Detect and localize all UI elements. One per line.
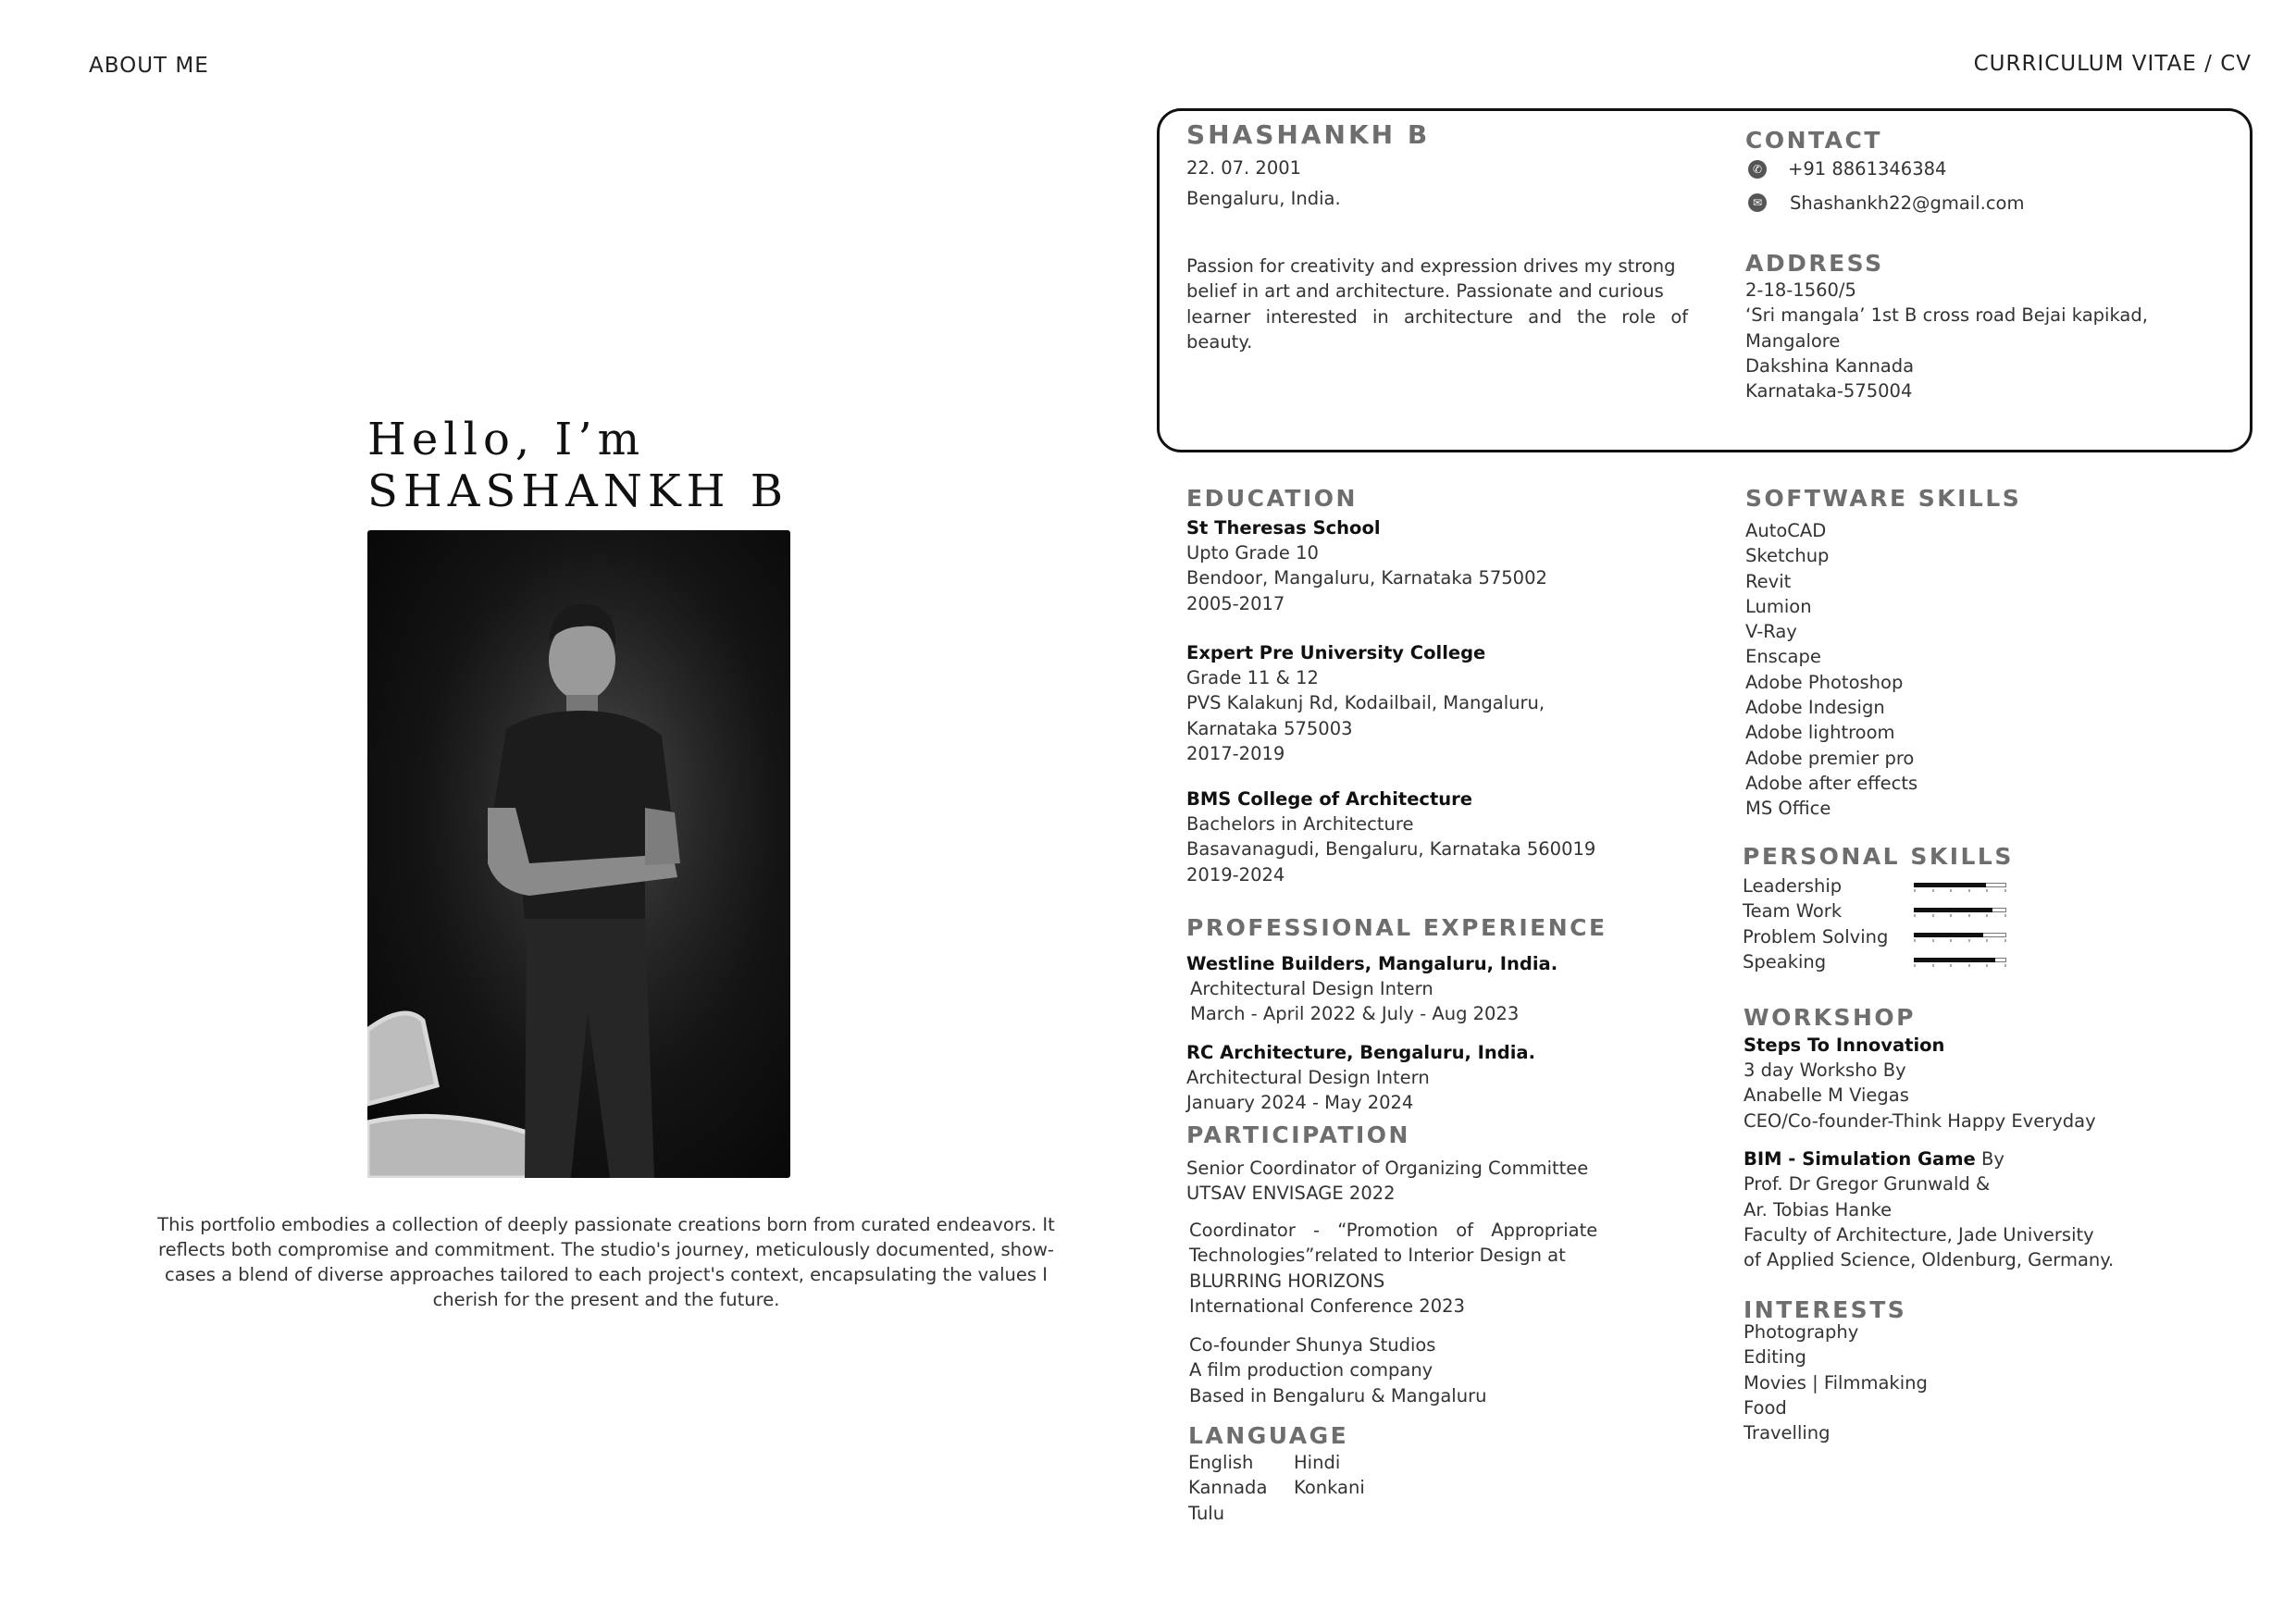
workshop-detail: of Applied Science, Oldenburg, Germany.: [1744, 1249, 2115, 1271]
address-line: 2-18-1560/5: [1745, 279, 1856, 301]
personal-skills-title: PERSONAL SKILLS: [1743, 843, 2014, 870]
summary-line: beauty.: [1186, 330, 1253, 353]
summary-line: learner interested in architecture and the role of: [1186, 305, 1689, 328]
software-item: V-Ray: [1745, 621, 1797, 643]
participation-line: Based in Bengaluru & Mangaluru: [1189, 1384, 1487, 1406]
language-item: English: [1188, 1452, 1254, 1473]
portrait-illustration: [367, 530, 790, 1178]
participation-line: A film production company: [1189, 1359, 1433, 1381]
language-item: Hindi: [1294, 1452, 1341, 1473]
city: Bengaluru, India.: [1186, 188, 1341, 209]
language-item: Tulu: [1188, 1502, 1225, 1524]
participation-line: Coordinator - “Promotion of Appropriate: [1189, 1220, 1598, 1241]
software-item: Adobe Photoshop: [1745, 671, 1904, 693]
greeting: [367, 414, 788, 517]
education-entry: [1186, 787, 1595, 887]
workshop-detail: Anabelle M Viegas: [1744, 1084, 1909, 1107]
school-detail: 2017-2019: [1186, 742, 1285, 764]
experience-detail: March - April 2022 & July - Aug 2023: [1190, 1003, 1520, 1025]
school-detail: PVS Kalakunj Rd, Kodailbail, Mangaluru,: [1186, 692, 1545, 714]
school-detail: Karnataka 575003: [1186, 717, 1353, 739]
participation-block: [1189, 1218, 1622, 1319]
experience-detail: January 2024 - May 2024: [1186, 1092, 1414, 1114]
language-column-1: [1188, 1450, 1267, 1526]
address-block: [1745, 278, 2148, 403]
date-of-birth: 22. 07. 2001: [1186, 157, 1302, 179]
workshop-detail: CEO/Co-founder-Think Happy Everyday: [1744, 1109, 2096, 1132]
software-item: Adobe after effects: [1745, 772, 1918, 794]
address-line: Mangalore: [1745, 329, 1841, 352]
interest-item: Photography: [1744, 1321, 1859, 1343]
school-name: St Theresas School: [1186, 517, 1381, 539]
greeting-line-2: SHASHANKH B: [367, 465, 789, 517]
workshop-title: WORKSHOP: [1744, 1004, 1916, 1031]
school-detail: 2019-2024: [1186, 863, 1285, 886]
school-detail: Upto Grade 10: [1186, 542, 1319, 564]
skill-label: Speaking: [1743, 950, 1827, 973]
software-item: Adobe premier pro: [1745, 747, 1915, 769]
address-line: ‘Sri mangala’ 1st B cross road Bejai kapikad,: [1745, 304, 2148, 327]
personal-skills-labels: [1743, 873, 1888, 974]
skill-bar-fill: [1914, 958, 1995, 962]
skill-bar-team-work: [1914, 905, 2006, 918]
experience-entry: [1186, 1040, 1535, 1116]
participation-line: UTSAV ENVISAGE 2022: [1186, 1183, 1396, 1205]
bio-paragraph: [120, 1212, 1092, 1312]
language-item: Kannada: [1188, 1477, 1268, 1499]
school-name: BMS College of Architecture: [1186, 788, 1473, 810]
bio-line: cherish for the present and the future.: [432, 1289, 780, 1310]
interest-item: Food: [1744, 1396, 1787, 1419]
bio-line: This portfolio embodies a collection of deeply passionate creations born from curated endeavors. It: [157, 1214, 1055, 1235]
skill-label: Team Work: [1743, 900, 1843, 923]
company-name: RC Architecture, Bengaluru, India.: [1186, 1042, 1535, 1063]
software-title: SOFTWARE SKILLS: [1745, 485, 2022, 512]
language-item: Konkani: [1294, 1477, 1365, 1499]
interests-list: [1744, 1319, 1928, 1445]
software-item: Enscape: [1745, 646, 1821, 668]
school-name: Expert Pre University College: [1186, 642, 1486, 663]
skill-bar-fill: [1914, 933, 1983, 937]
school-detail: Basavanagudi, Bengaluru, Karnataka 560019: [1186, 838, 1596, 861]
experience-detail: Architectural Design Intern: [1190, 978, 1433, 999]
school-detail: Bendoor, Mangaluru, Karnataka 575002: [1186, 567, 1547, 589]
language-title: LANGUAGE: [1188, 1422, 1349, 1449]
workshop-detail: Prof. Dr Gregor Grunwald &: [1744, 1173, 1991, 1196]
greeting-line-1: Hello, I’m: [367, 414, 646, 465]
contact-title: CONTACT: [1745, 127, 1882, 154]
software-item: Lumion: [1745, 595, 1812, 617]
interest-item: Editing: [1744, 1346, 1806, 1369]
software-item: Adobe lightroom: [1745, 722, 1895, 744]
mail-icon: ✉: [1748, 193, 1767, 212]
company-name: Westline Builders, Mangaluru, India.: [1186, 953, 1558, 974]
experience-title: PROFESSIONAL EXPERIENCE: [1186, 914, 1607, 941]
skill-bar-problem-solving: [1914, 930, 2006, 943]
participation-block: [1186, 1156, 1588, 1207]
skill-bar-fill: [1914, 908, 1992, 912]
participation-title: PARTICIPATION: [1186, 1121, 1410, 1148]
skill-bar-leadership: [1914, 880, 2006, 893]
summary-line: Passion for creativity and expression drives my strong: [1186, 255, 1676, 277]
software-item: Revit: [1745, 570, 1792, 592]
profile-name: SHASHANKH B: [1186, 119, 1431, 150]
school-detail: Grade 11 & 12: [1186, 667, 1319, 688]
education-title: EDUCATION: [1186, 485, 1358, 512]
skill-label: Problem Solving: [1743, 925, 1889, 948]
section-label-about-me: ABOUT ME: [89, 54, 209, 78]
interest-item: Movies | Filmmaking: [1744, 1371, 1928, 1394]
bio-line: reflects both compromise and commitment. The studio's journey, meticulously documented, show-: [158, 1239, 1054, 1260]
software-item: AutoCAD: [1745, 520, 1827, 541]
profile-summary: [1186, 254, 1705, 354]
workshop-detail: Ar. Tobias Hanke: [1744, 1198, 1893, 1220]
workshop-name: BIM - Simulation Game: [1744, 1148, 1976, 1170]
experience-entry: [1186, 951, 1558, 1027]
bio-line: cases a blend of diverse approaches tailored to each project's context, encapsulating the values I: [164, 1264, 1049, 1285]
interest-item: Travelling: [1744, 1422, 1831, 1444]
participation-line: International Conference 2023: [1189, 1295, 1465, 1317]
contact-phone[interactable]: +91 8861346384: [1788, 158, 1947, 180]
school-detail: Bachelors in Architecture: [1186, 813, 1414, 835]
education-entry: [1186, 515, 1547, 616]
summary-line: belief in art and architecture. Passionate and curious: [1186, 280, 1664, 303]
phone-icon: ✆: [1748, 160, 1767, 179]
software-list: [1745, 518, 1917, 822]
address-line: Karnataka-575004: [1745, 380, 1913, 403]
software-item: Adobe Indesign: [1745, 697, 1885, 719]
workshop-entry: [1744, 1146, 2114, 1272]
skill-bar-speaking: [1914, 955, 2006, 968]
skill-bar-fill: [1914, 883, 1986, 887]
interests-title: INTERESTS: [1744, 1296, 1907, 1323]
software-item: Sketchup: [1745, 545, 1830, 567]
skill-label: Leadership: [1743, 875, 1843, 897]
participation-block: [1189, 1332, 1486, 1408]
workshop-entry: [1744, 1033, 2096, 1134]
participation-line: Technologies”related to Interior Design at: [1189, 1245, 1566, 1267]
section-label-cv: CURRICULUM VITAE / CV: [1973, 52, 2252, 76]
workshop-by: By: [1975, 1148, 2004, 1170]
participation-line: Senior Coordinator of Organizing Committee: [1186, 1158, 1589, 1179]
school-detail: 2005-2017: [1186, 592, 1285, 614]
participation-line: Co-founder Shunya Studios: [1189, 1334, 1436, 1356]
software-item: MS Office: [1745, 798, 1831, 820]
education-entry: [1186, 640, 1545, 766]
portrait-photo: [367, 530, 790, 1178]
workshop-name: Steps To Innovation: [1744, 1035, 1945, 1056]
workshop-detail: Faculty of Architecture, Jade University: [1744, 1223, 2094, 1245]
contact-email[interactable]: Shashankh22@gmail.com: [1790, 192, 2025, 214]
participation-line: BLURRING HORIZONS: [1189, 1270, 1385, 1292]
language-column-2: [1294, 1450, 1365, 1501]
experience-detail: Architectural Design Intern: [1186, 1067, 1430, 1088]
workshop-detail: 3 day Worksho By: [1744, 1059, 1906, 1081]
address-line: Dakshina Kannada: [1745, 354, 1915, 377]
address-title: ADDRESS: [1745, 250, 1884, 277]
